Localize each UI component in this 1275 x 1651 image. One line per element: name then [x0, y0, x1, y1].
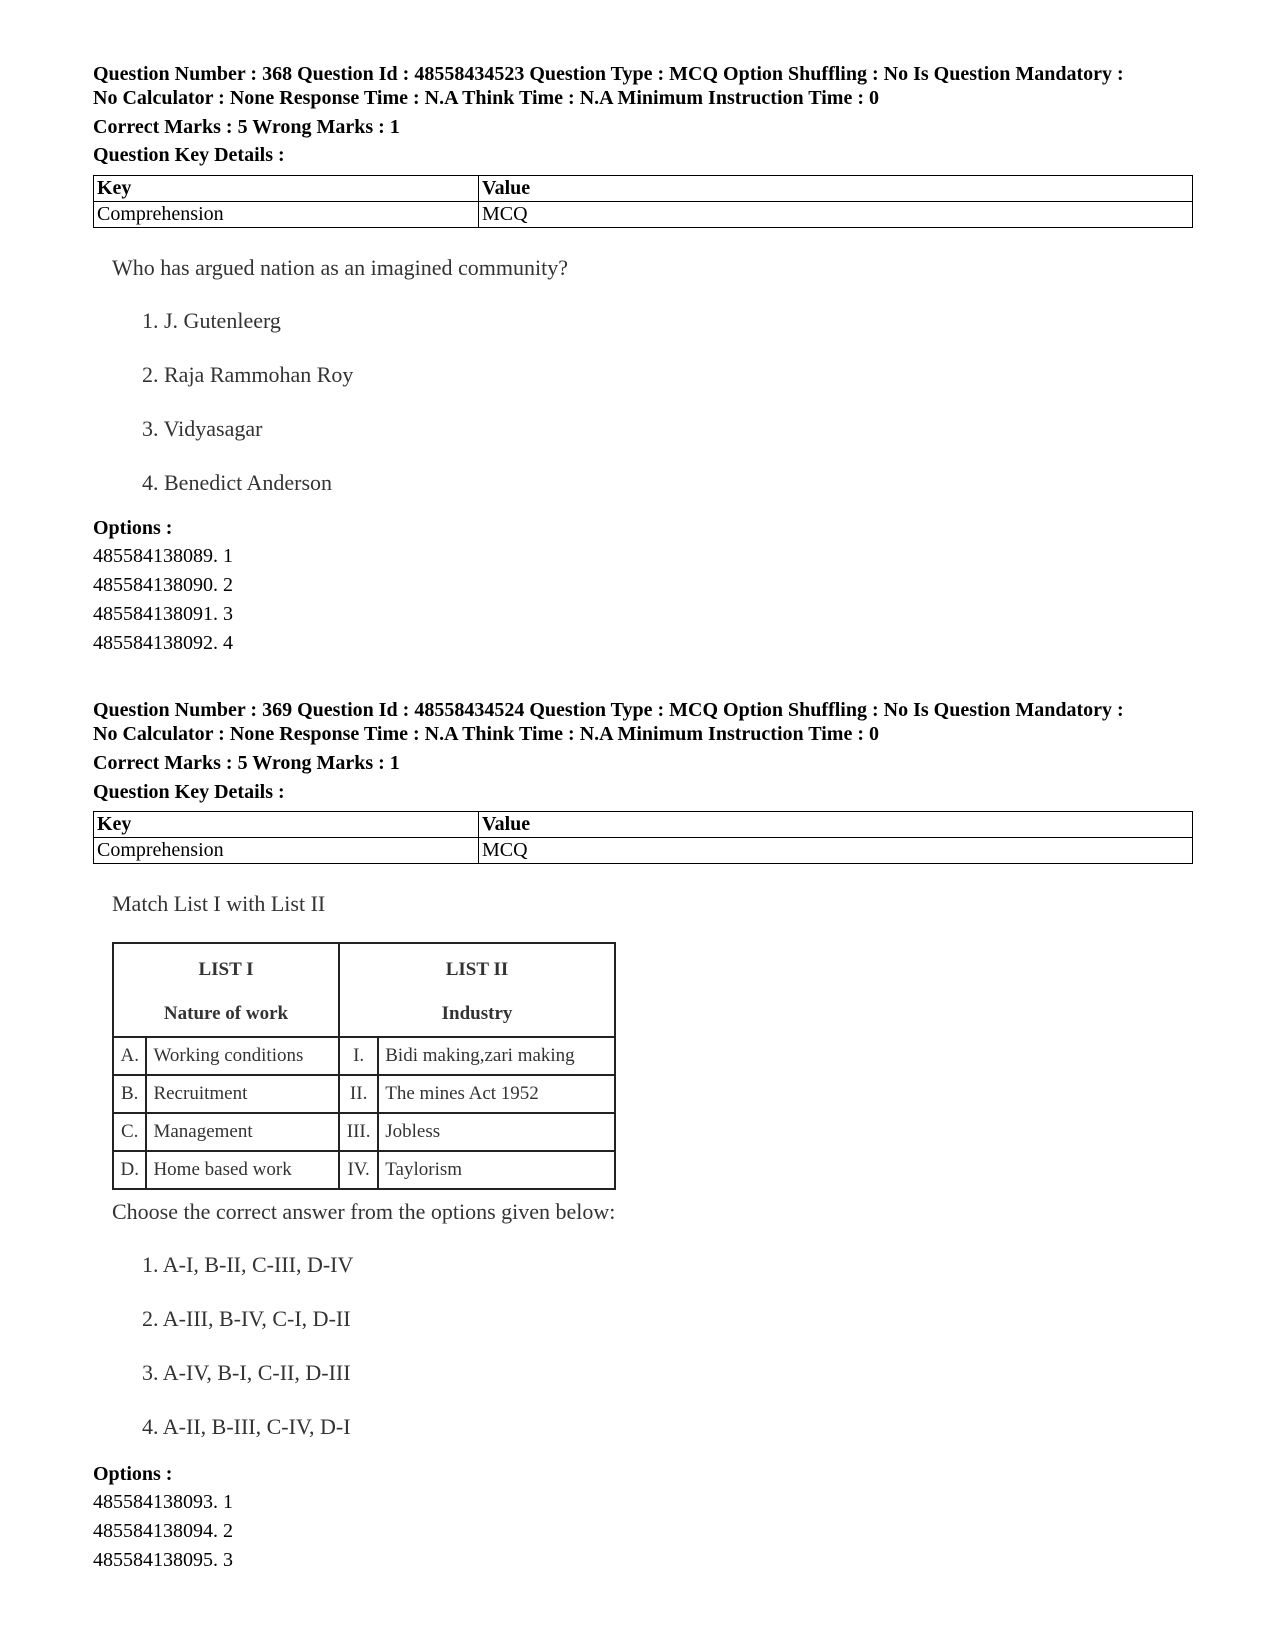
- list-1-item: Recruitment: [146, 1075, 339, 1113]
- list-1-header: [113, 943, 339, 1037]
- table-row: [94, 202, 1193, 228]
- list-2-item: Taylorism: [378, 1151, 615, 1189]
- list-2-numeral: I.: [339, 1037, 378, 1075]
- option-id-line: 485584138093. 1: [93, 1491, 233, 1513]
- list-1-item: Management: [146, 1113, 339, 1151]
- list-2-numeral: III.: [339, 1113, 378, 1151]
- question-369-choice-2: 2. A-III, B-IV, C-I, D-II: [142, 1306, 351, 1331]
- table-row: [113, 1113, 615, 1151]
- match-header-row: [113, 943, 615, 1037]
- question-368-choice-2: 2. Raja Rammohan Roy: [142, 362, 354, 387]
- question-meta-line-2: No Calculator : None Response Time : N.A Think Time : N.A Minimum Instruction Time : 0: [93, 87, 879, 109]
- question-meta-line-1: Question Number : 368 Question Id : 48558434523 Question Type : MCQ Option Shuffling : No Is Question Mandatory :: [93, 63, 1124, 85]
- question-368-choice-1: 1. J. Gutenleerg: [142, 308, 281, 333]
- list-1-item: Working conditions: [146, 1037, 339, 1075]
- list-2-item: The mines Act 1952: [378, 1075, 615, 1113]
- question-368-key-details-label: Question Key Details :: [93, 144, 285, 166]
- value-cell: MCQ: [479, 202, 1193, 228]
- list-2-item: Bidi making,zari making: [378, 1037, 615, 1075]
- list-2-numeral: IV.: [339, 1151, 378, 1189]
- question-369-choice-4: 4. A-II, B-III, C-IV, D-I: [142, 1414, 351, 1439]
- question-369-key-table: [93, 811, 1193, 864]
- question-369-meta: [93, 698, 1203, 746]
- question-369-choice-3: 3. A-IV, B-I, C-II, D-III: [142, 1360, 351, 1385]
- option-id-line: 485584138089. 1: [93, 545, 233, 567]
- question-368-key-table: [93, 175, 1193, 228]
- question-368-options-label: Options :: [93, 517, 173, 539]
- option-id-line: 485584138090. 2: [93, 574, 233, 596]
- table-row: [113, 1037, 615, 1075]
- value-header: Value: [479, 176, 1193, 202]
- table-header-row: [94, 812, 1193, 838]
- list-2-title: LIST II: [445, 959, 509, 980]
- question-369-text: Match List I with List II: [112, 891, 326, 916]
- list-1-letter: B.: [113, 1075, 146, 1113]
- list-1-item: Home based work: [146, 1151, 339, 1189]
- question-368-text: Who has argued nation as an imagined community?: [112, 255, 568, 280]
- list-1-subtitle: Nature of work: [163, 1003, 289, 1024]
- value-header: Value: [479, 812, 1193, 838]
- question-368-marks: Correct Marks : 5 Wrong Marks : 1: [93, 116, 400, 138]
- option-id-line: 485584138094. 2: [93, 1520, 233, 1542]
- question-369-options-label: Options :: [93, 1463, 173, 1485]
- option-id-line: 485584138095. 3: [93, 1549, 233, 1571]
- option-id-line: 485584138092. 4: [93, 632, 233, 654]
- table-header-row: [94, 176, 1193, 202]
- question-369-instruction: Choose the correct answer from the options given below:: [112, 1199, 616, 1224]
- list-1-letter: D.: [113, 1151, 146, 1189]
- question-369-choice-1: 1. A-I, B-II, C-III, D-IV: [142, 1252, 354, 1277]
- table-row: [94, 838, 1193, 864]
- question-368-choice-4: 4. Benedict Anderson: [142, 470, 333, 495]
- list-2-header: [339, 943, 615, 1037]
- table-row: [113, 1075, 615, 1113]
- question-368-choice-3: 3. Vidyasagar: [142, 416, 263, 441]
- question-meta-line-2: No Calculator : None Response Time : N.A Think Time : N.A Minimum Instruction Time : 0: [93, 723, 879, 745]
- list-1-letter: C.: [113, 1113, 146, 1151]
- table-row: [113, 1151, 615, 1189]
- list-2-subtitle: Industry: [441, 1003, 513, 1024]
- key-header: Key: [94, 812, 479, 838]
- list-1-letter: A.: [113, 1037, 146, 1075]
- key-header: Key: [94, 176, 479, 202]
- question-368-meta: [93, 62, 1203, 110]
- question-meta-line-1: Question Number : 369 Question Id : 48558434524 Question Type : MCQ Option Shuffling : No Is Question Mandatory :: [93, 699, 1124, 721]
- question-369-key-details-label: Question Key Details :: [93, 781, 285, 803]
- option-id-line: 485584138091. 3: [93, 603, 233, 625]
- key-cell: Comprehension: [94, 202, 479, 228]
- list-2-item: Jobless: [378, 1113, 615, 1151]
- question-369-marks: Correct Marks : 5 Wrong Marks : 1: [93, 752, 400, 774]
- list-1-title: LIST I: [198, 959, 254, 980]
- list-2-numeral: II.: [339, 1075, 378, 1113]
- value-cell: MCQ: [479, 838, 1193, 864]
- match-list-table: [112, 942, 616, 1190]
- key-cell: Comprehension: [94, 838, 479, 864]
